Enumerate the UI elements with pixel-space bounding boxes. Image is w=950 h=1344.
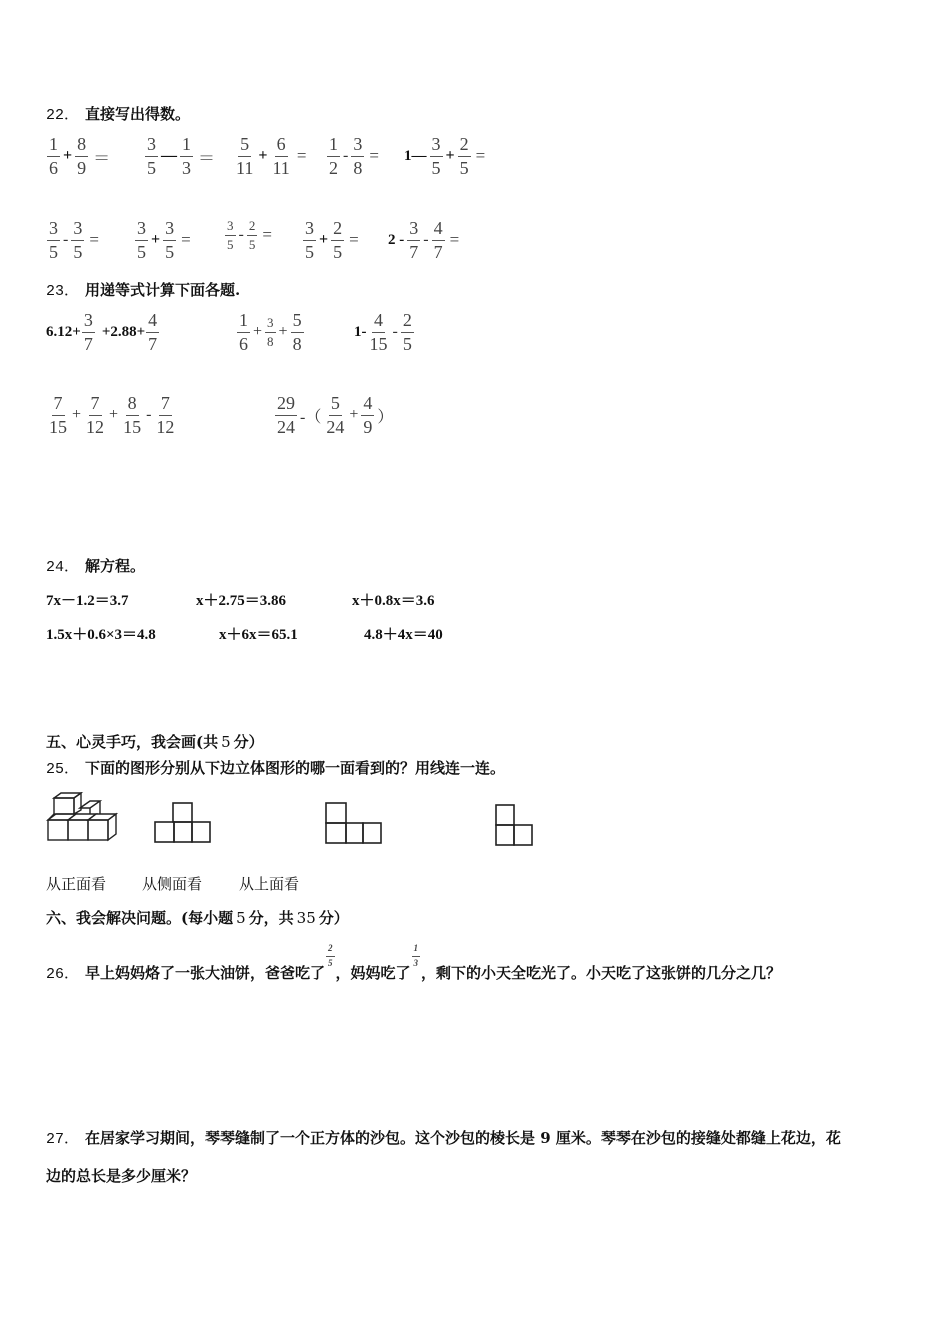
view-shape-a — [154, 801, 212, 845]
equals-sign: ＝ — [198, 148, 215, 168]
q22-number: 22． — [46, 107, 80, 124]
q27-line2: 边的总长是多少厘米？ — [46, 1167, 197, 1185]
fraction: $\frac{3}{5}$ — [227, 218, 234, 252]
operator: + — [278, 323, 288, 341]
fraction: $\frac{5}{24}$ — [326, 393, 345, 437]
operator: + — [253, 323, 263, 341]
q23-expression-3 — [354, 311, 415, 354]
fraction: $\frac{2}{5}$ — [333, 218, 343, 262]
equals-sign: = — [449, 230, 460, 250]
equation-5: x＋6x＝65.1 — [219, 627, 298, 643]
section-6-title: 六、我会解决问题。(每小题 — [46, 909, 234, 927]
q25-heading — [46, 757, 505, 778]
cube-solid-figure — [46, 792, 118, 846]
q24-title: 解方程。 — [85, 557, 146, 575]
fraction: $\frac{3}{5}$ — [73, 218, 83, 262]
equals-sign: = — [369, 146, 379, 166]
q25-number: 25． — [46, 761, 80, 778]
q26-part2: ，妈妈吃了 — [335, 964, 411, 982]
expr-text: 1- — [354, 323, 367, 340]
fraction: $\frac{3}{8}$ — [267, 315, 274, 349]
fraction: $\frac{7}{12}$ — [86, 393, 105, 437]
fraction: $\frac{5}{11}$ — [236, 134, 254, 178]
fraction: $\frac{1}{2}$ — [329, 134, 338, 178]
q23-heading — [46, 279, 240, 300]
q26-text — [46, 943, 782, 986]
fraction: $\frac{3}{8}$ — [353, 134, 363, 178]
operator: + — [445, 147, 455, 165]
q22-expression — [144, 135, 215, 178]
fraction: $\frac{8}{15}$ — [123, 393, 142, 437]
equals-sign: = — [296, 146, 307, 166]
fraction: $\frac{5}{8}$ — [292, 310, 302, 354]
q27-text-1: 在居家学习期间，琴琴缝制了一个正方体的沙包。这个沙包的棱长是 9 厘米。琴琴在沙包的接缝处都缝上花边，花 — [85, 1129, 841, 1147]
operator: + — [109, 406, 119, 424]
operator: - — [63, 231, 69, 249]
q26-part1: 早上妈妈烙了一张大油饼，爸爸吃了 — [85, 964, 326, 982]
q23-expression-1 — [46, 311, 160, 354]
q22-expression — [404, 135, 485, 178]
fraction: $\frac{7}{15}$ — [49, 393, 67, 437]
q22-expression — [46, 135, 110, 178]
fraction: $\frac{7}{12}$ — [156, 393, 175, 437]
equation-1: 7x－1.2＝3.7 — [46, 593, 129, 609]
operator: - — [343, 147, 349, 165]
operator: - — [146, 406, 152, 424]
section-6-score-each: 5 — [236, 909, 246, 927]
q23-expression-2 — [236, 311, 305, 354]
expr-text: 6.12+ — [46, 323, 81, 340]
q26-part3: ，剩下的小天全吃光了。小天吃了这张饼的几分之几？ — [421, 964, 782, 982]
fraction: $\frac{1}{3}$ — [182, 134, 191, 178]
q27-number: 27． — [46, 1131, 80, 1148]
operator: + — [72, 406, 82, 424]
fraction: $\frac{2}{5}$ — [248, 218, 256, 252]
fraction: $\frac{6}{11}$ — [272, 134, 290, 178]
q26-number: 26． — [46, 966, 80, 983]
expr-text: +2.88+ — [101, 323, 146, 340]
q22-heading — [46, 103, 190, 124]
view-label-top: 从上面看 — [239, 875, 300, 893]
q22-title: 直接写出得数。 — [85, 105, 191, 123]
fraction: $\frac{1}{6}$ — [239, 310, 248, 354]
view-label-side: 从侧面看 — [142, 875, 203, 893]
view-shape-b — [325, 801, 383, 845]
fraction: $\frac{3}{5}$ — [49, 218, 58, 262]
q24-number: 24． — [46, 559, 80, 576]
view-shape-c — [495, 803, 535, 847]
q25-title: 下面的图形分别从下边立体图形的哪一面看到的？用线连一连。 — [85, 759, 506, 777]
fraction: $\frac{3}{5}$ — [305, 218, 314, 262]
fraction: $\frac{4}{9}$ — [363, 393, 373, 437]
section-5-heading — [46, 731, 264, 752]
equation-2: x＋2.75＝3.86 — [196, 593, 287, 609]
expr-lead: 1— — [404, 147, 427, 164]
fraction: $\frac{3}{5}$ — [165, 218, 175, 262]
operator: + — [258, 147, 268, 165]
q22-expression — [46, 219, 99, 262]
fraction: $\frac{1}{3}$ — [413, 943, 419, 968]
fraction: $\frac{3}{7}$ — [409, 218, 419, 262]
fraction: $\frac{1}{6}$ — [49, 134, 58, 178]
q23-expression-4 — [46, 394, 177, 437]
operator: - — [238, 226, 244, 244]
equation-6: 4.8＋4x＝40 — [364, 627, 443, 643]
fraction: $\frac{29}{24}$ — [277, 393, 295, 437]
section-5-title: 五、心灵手巧，我会画(共 — [46, 733, 219, 751]
q23-expression-5 — [274, 394, 395, 437]
equals-sign: ＝ — [93, 148, 111, 168]
equals-sign: = — [349, 230, 359, 250]
section-6-tail: 分） — [318, 909, 349, 927]
fraction: $\frac{3}{5}$ — [431, 134, 441, 178]
q24-heading — [46, 555, 145, 576]
fraction: $\frac{3}{5}$ — [137, 218, 146, 262]
fraction: $\frac{4}{15}$ — [369, 310, 388, 354]
operator: -（ — [300, 408, 322, 426]
fraction: $\frac{2}{5}$ — [328, 943, 333, 968]
operator: + — [319, 231, 329, 249]
equation-4: 1.5x＋0.6×3＝4.8 — [46, 627, 156, 643]
fraction: $\frac{2}{5}$ — [459, 134, 469, 178]
equals-sign: = — [89, 230, 99, 250]
fraction: $\frac{8}{9}$ — [77, 134, 87, 178]
equals-sign: = — [181, 230, 191, 250]
q23-number: 23． — [46, 283, 80, 300]
q22-expression — [388, 219, 459, 262]
q23-title: 用递等式计算下面各题. — [85, 281, 241, 299]
equals-sign: = — [262, 225, 272, 245]
view-label-front: 从正面看 — [46, 875, 107, 893]
operator: ） — [377, 408, 394, 426]
operator: — — [161, 147, 177, 165]
fraction: $\frac{4}{7}$ — [433, 218, 443, 262]
section-6-heading — [46, 907, 349, 928]
q22-expression — [134, 219, 191, 262]
equals-sign: = — [475, 146, 486, 166]
q22-expression — [224, 219, 272, 251]
section-5-tail: 分） — [233, 733, 264, 751]
q22-expression — [302, 219, 359, 262]
fraction: $\frac{3}{5}$ — [147, 134, 156, 178]
fraction: $\frac{3}{7}$ — [83, 310, 93, 354]
operator: + — [63, 147, 73, 165]
fraction: $\frac{4}{7}$ — [148, 310, 158, 354]
q27-line1 — [46, 1127, 841, 1148]
operator: - — [423, 231, 429, 249]
q22-expression — [326, 135, 379, 178]
section-5-score: 5 — [221, 733, 231, 751]
expr-lead: 2 - — [388, 231, 405, 248]
q22-expression — [233, 135, 306, 178]
section-6-score-total: 35 — [296, 909, 316, 927]
operator: + — [349, 406, 359, 424]
section-6-mid: 分，共 — [248, 909, 294, 927]
operator: + — [151, 231, 161, 249]
equation-3: x＋0.8x＝3.6 — [352, 593, 435, 609]
fraction: $\frac{2}{5}$ — [402, 310, 412, 354]
operator: - — [392, 323, 398, 341]
